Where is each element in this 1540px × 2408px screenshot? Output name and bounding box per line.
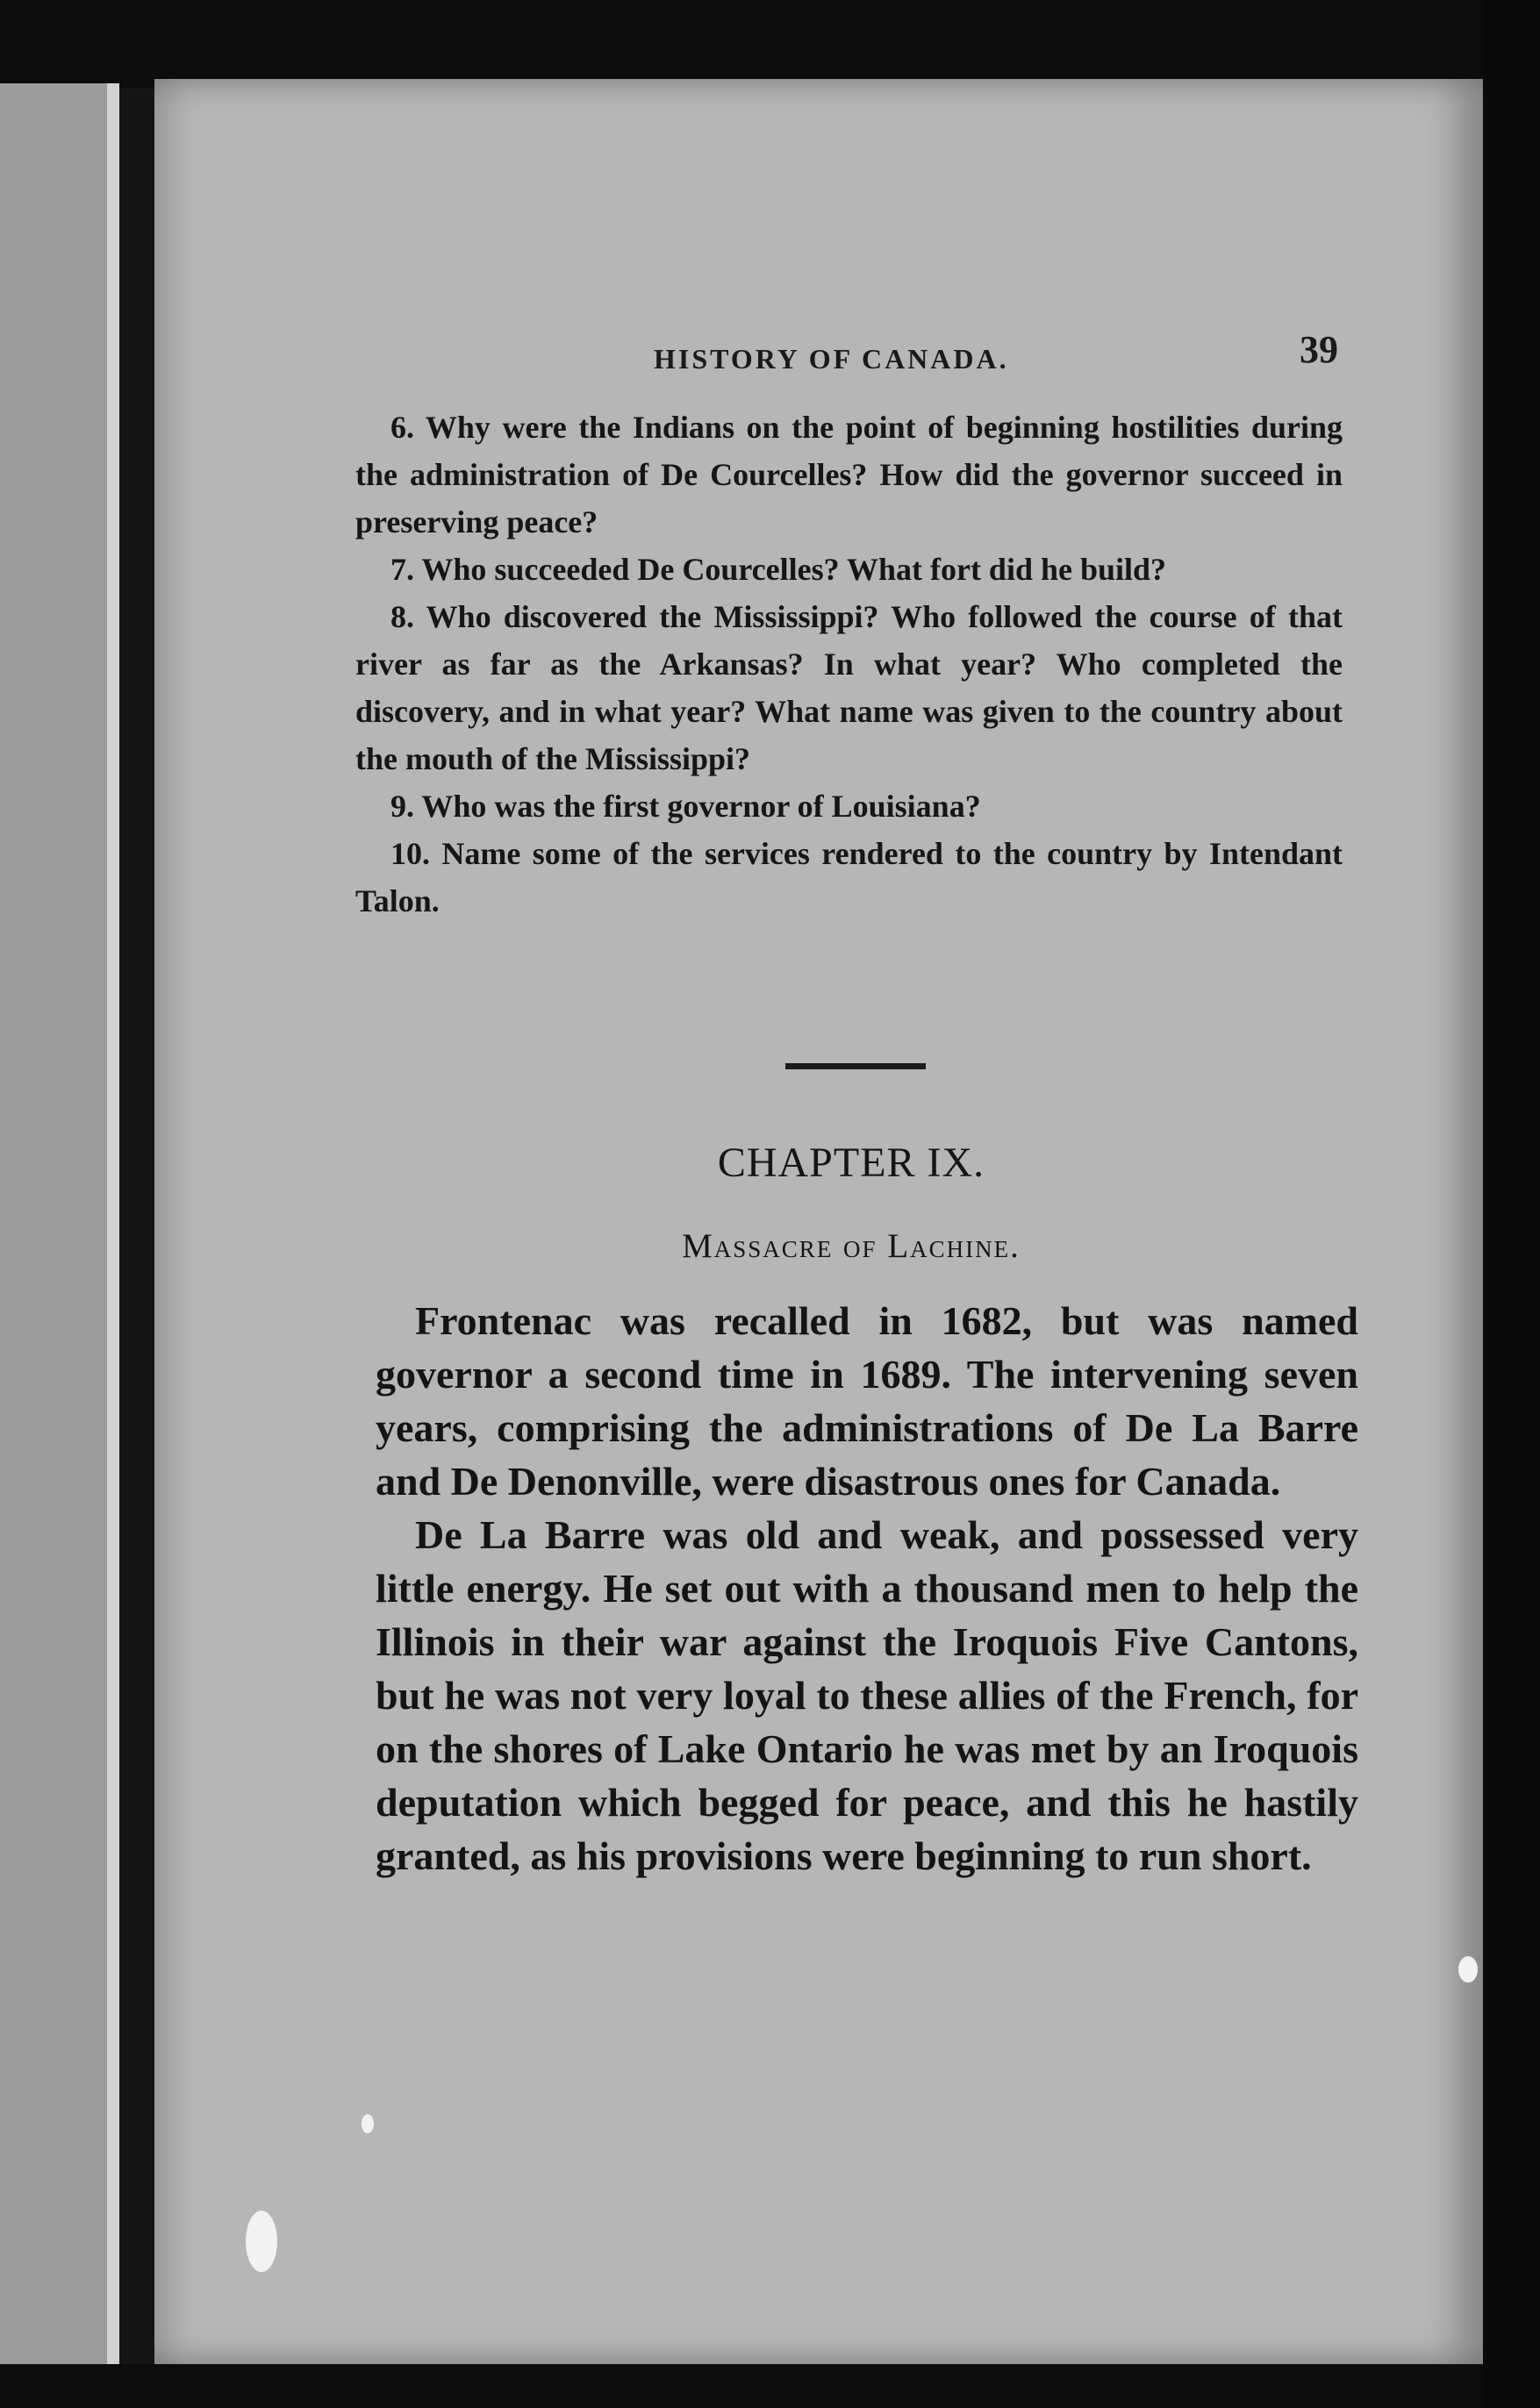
- section-divider: [785, 1063, 926, 1069]
- question-item: 7. Who succeeded De Courcelles? What fort did he build?: [390, 552, 1167, 587]
- question-item: 6. Why were the Indians on the point of beginning hostilities during the administration of De Courcelles? How did the governor succeed in preserving peace?: [355, 410, 1343, 539]
- running-head: HISTORY OF CANADA.: [654, 343, 1009, 375]
- question-item: 9. Who was the first governor of Louisiana?: [390, 789, 981, 824]
- book-gutter: [119, 88, 154, 2364]
- question-item: 8. Who discovered the Mississippi? Who followed the course of that river as far as the Arkansas? In what year? Who completed the discovery, and in what year? What name was given to the country about the mouth of the Mississippi?: [355, 599, 1343, 776]
- body-paragraph: Frontenac was recalled in 1682, but was named governor a second time in 1689. The intervening seven years, comprising the administrations of De La Barre and De Denonville, were disastrous ones for Canada.: [376, 1298, 1358, 1504]
- chapter-title: CHAPTER IX.: [717, 1140, 985, 1186]
- left-page-edge: [0, 83, 112, 2364]
- chapter-body: [376, 1294, 1358, 1883]
- chapter-subtitle: Massacre of Lachine.: [682, 1227, 1021, 1265]
- scan-blemish: [1458, 1956, 1478, 1983]
- scan-blemish: [246, 2211, 277, 2272]
- page-number: 39: [1300, 328, 1338, 371]
- scan-border: [1483, 0, 1540, 2408]
- question-item: 10. Name some of the services rendered to the country by Intendant Talon.: [355, 836, 1343, 918]
- body-paragraph: De La Barre was old and weak, and possessed very little energy. He set out with a thousand men to help the Illinois in their war against the Iroquois Five Cantons, but he was not very loyal to these allies of the French, for on the shores of Lake Ontario he was met by an Iroquois deputation which begged for peace, and this he hastily granted, as his provisions were beginning to run short.: [376, 1512, 1358, 1878]
- spine-highlight: [107, 83, 119, 2364]
- review-questions: [355, 404, 1343, 925]
- page-header: [500, 328, 1338, 390]
- scan-blemish: [362, 2114, 374, 2133]
